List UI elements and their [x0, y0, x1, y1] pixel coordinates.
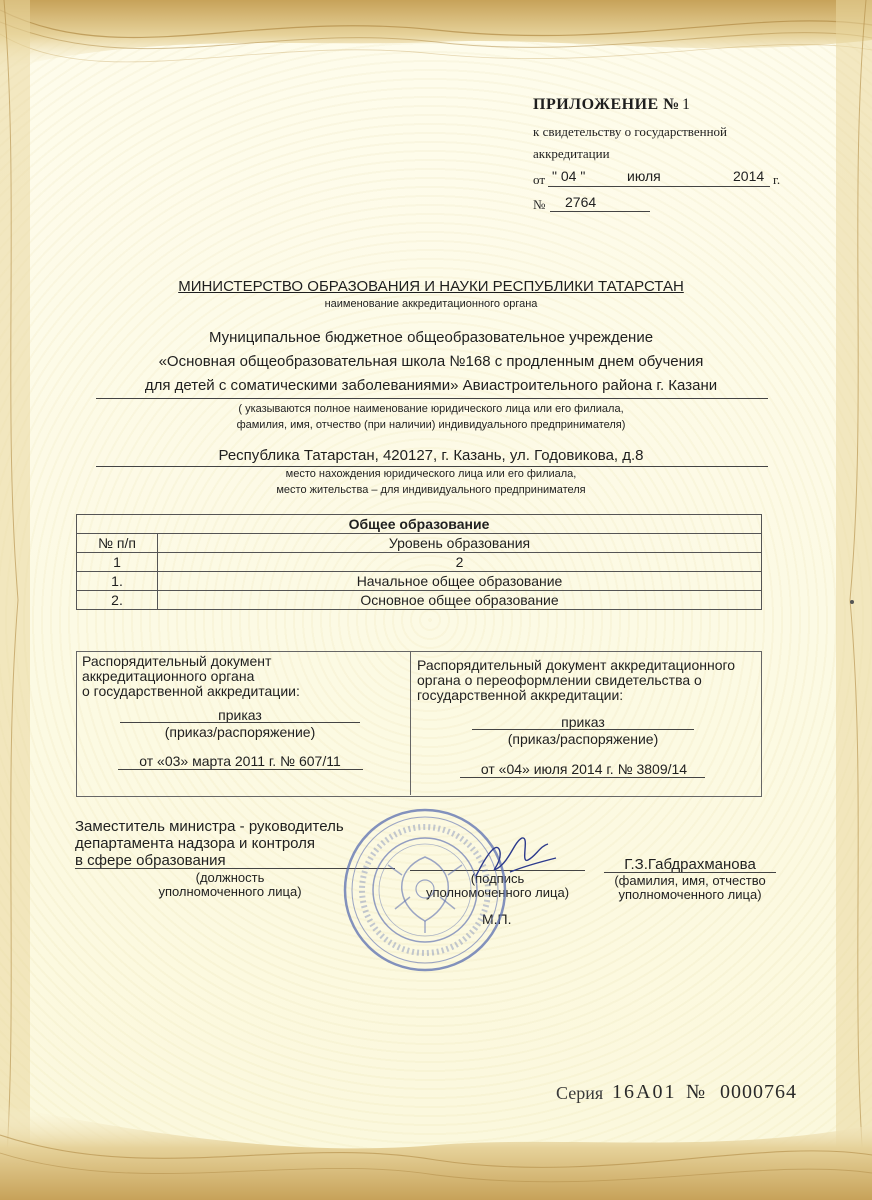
doc-right-line2: органа о переоформлении свидетельства о [417, 672, 702, 688]
left-ornament-border [0, 0, 30, 1200]
appendix-no-label: № [533, 197, 546, 212]
series-number-label: № [686, 1081, 706, 1103]
organization-caption1: ( указываются полное наименование юридического лица или его филиала, [238, 403, 624, 415]
doc-right-type-underline [472, 729, 694, 730]
doc-right-type-caption: (приказ/распоряжение) [507, 731, 659, 747]
table-row [77, 591, 762, 610]
signatory-position-line3: в сфере образования [75, 852, 226, 869]
authority-caption: наименование аккредитационного органа [324, 298, 538, 310]
row-number: 1. [77, 572, 158, 591]
appendix-from-label: от [533, 172, 546, 187]
appendix-number: 1 [682, 96, 690, 113]
doc-left-date: от «03» марта 2011 г. № 607/11 [139, 753, 341, 769]
series-value: 16А01 [612, 1081, 677, 1103]
appendix-day: " 04 " [552, 168, 586, 184]
doc-right-date-underline [460, 777, 705, 778]
address-value: Республика Татарстан, 420127, г. Казань, ул. Годовикова, д.8 [218, 447, 644, 464]
doc-left-line2: аккредитационного органа [82, 668, 255, 684]
top-ornament-border [0, 0, 872, 128]
table-row [77, 572, 762, 591]
education-table-title: Общее образование [77, 515, 762, 534]
doc-left-date-underline [118, 769, 363, 770]
address-underline [96, 466, 768, 467]
doc-left-line3: о государственной аккредитации: [82, 683, 300, 699]
appendix-line2: аккредитации [533, 146, 610, 161]
appendix-title: ПРИЛОЖЕНИЕ № [533, 96, 680, 113]
documents-divider [410, 651, 411, 795]
organization-line2: «Основная общеобразовательная школа №168 с продленным днем обучения [158, 353, 704, 370]
appendix-cert-number: 2764 [565, 194, 597, 210]
doc-left-type-underline [120, 722, 360, 723]
sign-caption2: уполномоченного лица) [425, 885, 570, 900]
signatory-name: Г.З.Габдрахманова [624, 856, 756, 873]
name-caption1: (фамилия, имя, отчество [614, 873, 766, 888]
organization-underline [96, 398, 768, 399]
doc-right-line1: Распорядительный документ аккредитационного [417, 657, 736, 673]
appendix-year: 2014 [733, 168, 765, 184]
appendix-date-underline [548, 186, 770, 187]
row-level: Начальное общее образование [158, 572, 762, 591]
organization-caption2: фамилия, имя, отчество (при наличии) индивидуального предпринимателя) [236, 419, 626, 431]
doc-right-type: приказ [561, 714, 605, 730]
paper-speck [850, 600, 854, 604]
address-caption2: место жительства – для индивидуального предпринимателя [276, 484, 586, 496]
appendix-line1: к свидетельству о государственной [533, 124, 727, 139]
signatory-position-line2: департамента надзора и контроля [75, 835, 316, 852]
appendix-year-suffix: г. [773, 172, 781, 187]
authority-name: МИНИСТЕРСТВО ОБРАЗОВАНИЯ И НАУКИ РЕСПУБЛИКИ ТАТАРСТАН [178, 278, 684, 295]
sign-caption1: (подпись [470, 871, 525, 886]
appendix-month: июля [627, 168, 661, 184]
position-caption1: (должность [195, 870, 265, 885]
signature-mark [470, 828, 560, 888]
signatory-position-line1: Заместитель министра - руководитель [75, 818, 344, 835]
row-level: Основное общее образование [158, 591, 762, 610]
doc-right-date: от «04» июля 2014 г. № 3809/14 [480, 761, 688, 777]
education-table [76, 514, 762, 610]
appendix-number-underline [550, 211, 650, 212]
column-index-2: 2 [158, 553, 762, 572]
doc-left-line1: Распорядительный документ [82, 653, 272, 669]
column-header-number: № п/п [77, 534, 158, 553]
position-caption2: уполномоченного лица) [158, 884, 302, 899]
organization-line1: Муниципальное бюджетное общеобразовательное учреждение [208, 329, 654, 346]
organization-line3: для детей с соматическими заболеваниями» Авиастроительного района г. Казани [144, 377, 718, 394]
column-header-level: Уровень образования [158, 534, 762, 553]
doc-left-type-caption: (приказ/распоряжение) [164, 724, 316, 740]
column-index-1: 1 [77, 553, 158, 572]
address-caption1: место нахождения юридического лица или его филиала, [285, 468, 577, 480]
name-caption2: уполномоченного лица) [618, 887, 762, 902]
doc-left-type: приказ [218, 707, 262, 723]
row-number: 2. [77, 591, 158, 610]
doc-right-line3: государственной аккредитации: [417, 687, 624, 703]
right-ornament-border [836, 0, 872, 1200]
series-label: Серия [556, 1083, 604, 1103]
series-number: 0000764 [720, 1081, 797, 1103]
seal-place-label: М.П. [482, 911, 512, 927]
